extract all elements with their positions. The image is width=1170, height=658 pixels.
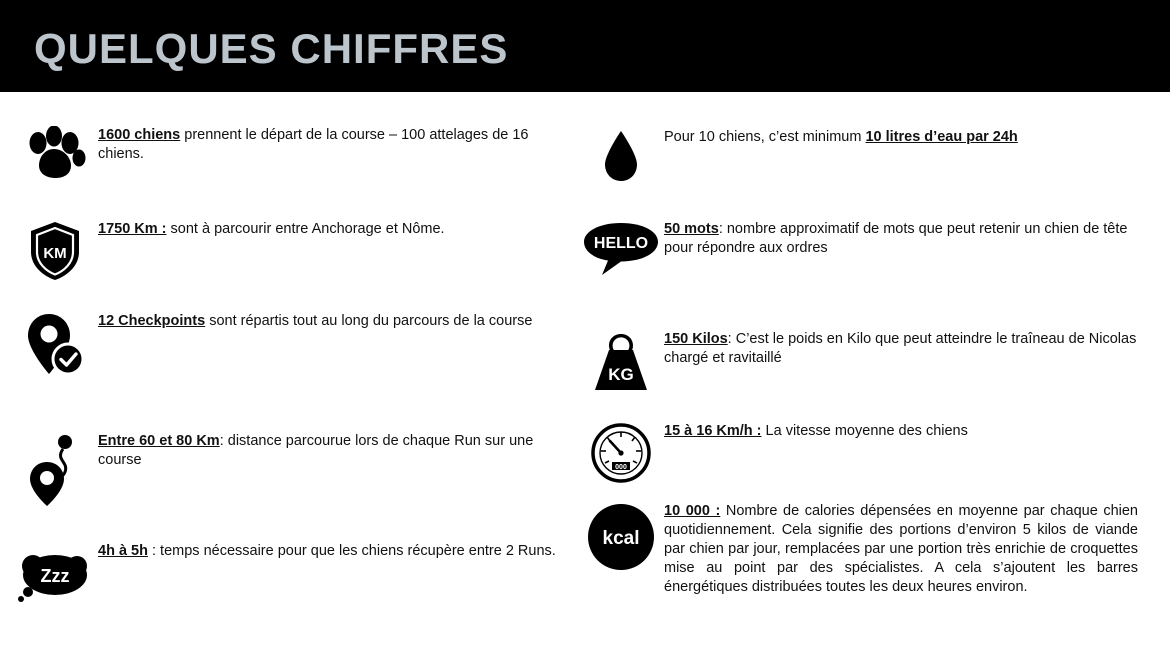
kcal-label: kcal — [602, 528, 640, 549]
fact-lead: 50 mots — [664, 221, 719, 237]
kg-weight-icon — [578, 330, 664, 392]
fact-rest: : nombre approximatif de mots que peut retenir un chien de tête pour répondre aux ordres — [664, 221, 1128, 256]
fact-rest: Nombre de calories dépensées en moyenne par chaque chien quotidiennement. Cela signifie des portions d’environ 5 kilos de viande par chien par jour, remplacées par une portion très enrichie de croquettes mise au point par des spécialistes. A cela s’ajoutent les barres énergétiques distribuées toutes les deux heures environ. — [664, 503, 1138, 595]
speedometer-icon — [578, 422, 664, 484]
page-title: QUELQUES CHIFFRES — [34, 25, 509, 72]
kcal-badge-icon — [578, 502, 664, 572]
km-shield-label: KM — [43, 245, 67, 262]
fact-item — [12, 312, 560, 382]
fact-item — [12, 126, 560, 182]
fact-lead: 150 Kilos — [664, 331, 728, 347]
fact-lead: 1600 chiens — [98, 127, 181, 143]
fact-text — [664, 220, 1138, 258]
fact-rest: sont à parcourir entre Anchorage et Nôme. — [166, 221, 445, 237]
fact-rest: : temps nécessaire pour que les chiens récupère entre 2 Runs. — [147, 543, 556, 559]
water-drop-icon — [578, 128, 664, 184]
fact-text — [664, 330, 1138, 368]
fact-rest: sont répartis tout au long du parcours de la course — [205, 313, 533, 329]
fact-text — [98, 220, 560, 239]
fact-text — [98, 126, 560, 164]
fact-lead: 4h à 5h — [98, 543, 148, 559]
fact-lead: 10 000 : — [664, 503, 721, 519]
fact-lead: 1750 Km : — [98, 221, 167, 237]
fact-text — [98, 542, 560, 561]
fact-rest: : distance parcourue lors de chaque Run sur une course — [98, 433, 534, 468]
route-pin-icon — [12, 432, 98, 508]
hello-speech-bubble-icon — [578, 220, 664, 278]
fact-lead: 12 Checkpoints — [98, 313, 206, 329]
fact-rest: : C’est le poids en Kilo que peut atteindre le traîneau de Nicolas chargé et ravitaillé — [664, 331, 1137, 366]
sleep-cloud-icon — [12, 542, 98, 602]
left-column — [12, 92, 572, 658]
fact-text — [664, 128, 1138, 147]
map-pin-check-icon — [12, 312, 98, 382]
fact-pre: Pour 10 chiens, c’est minimum — [664, 129, 866, 145]
fact-item — [12, 432, 560, 508]
sleep-label: Zzz — [40, 566, 70, 586]
fact-text — [98, 432, 560, 470]
fact-item — [578, 220, 1138, 278]
fact-item — [578, 128, 1138, 184]
paw-print-icon — [12, 126, 98, 182]
fact-rest: La vitesse moyenne des chiens — [761, 423, 968, 439]
fact-item — [578, 330, 1138, 392]
fact-lead: 15 à 16 Km/h : — [664, 423, 762, 439]
right-column — [578, 92, 1138, 658]
kg-weight-label: KG — [608, 365, 634, 384]
fact-text — [664, 502, 1138, 597]
fact-rest: prennent le départ de la course – 100 attelages de 16 chiens. — [98, 127, 529, 162]
fact-item — [12, 542, 560, 602]
facts-columns — [0, 92, 1170, 658]
fact-item — [578, 502, 1138, 597]
fact-text — [98, 312, 560, 331]
hello-bubble-label: HELLO — [593, 235, 649, 252]
fact-item — [12, 220, 560, 282]
fact-item — [578, 422, 1138, 484]
fact-lead: 10 litres d’eau par 24h — [865, 129, 1018, 145]
speedometer-label: 000 — [615, 464, 627, 471]
fact-text — [664, 422, 1138, 441]
km-shield-icon — [12, 220, 98, 282]
fact-lead: Entre 60 et 80 Km — [98, 433, 220, 449]
